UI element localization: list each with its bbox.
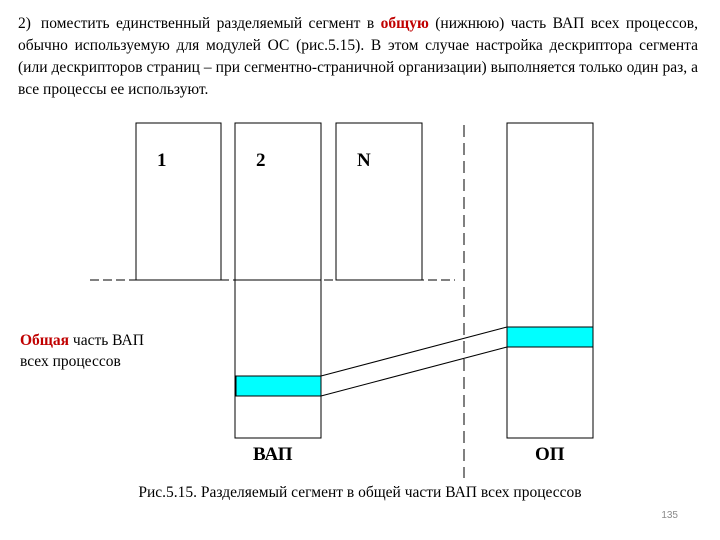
paragraph-text-end: (нижнюю) часть ВАП всех процессов, обычно используемую для модулей ОС (рис.5.15). В этом случае настройка дескриптора сегмента (или дескрипторов страниц – при сегментно-страничной организации) выполняется только один раз, а все процессы ее используют. xyxy=(18,15,698,98)
shared-vas-area xyxy=(235,280,321,438)
vas-label: ВАП xyxy=(253,444,293,465)
process-box-2 xyxy=(235,123,321,280)
process-label-n: N xyxy=(357,150,371,171)
ram-box xyxy=(507,123,593,438)
process-label-2: 2 xyxy=(256,150,266,171)
process-label-1: 1 xyxy=(157,150,167,171)
figure-caption: Рис.5.15. Разделяемый сегмент в общей части ВАП всех процессов xyxy=(138,484,582,501)
paragraph-text-start: поместить единственный разделяемый сегмент в xyxy=(40,15,381,32)
process-box-n xyxy=(336,123,422,280)
ram-label: ОП xyxy=(535,444,565,465)
shared-caption-text: часть ВАП всех процессов xyxy=(20,332,144,370)
mapping-line-top xyxy=(321,327,507,376)
page-number: 135 xyxy=(661,510,678,521)
paragraph-highlight: общую xyxy=(380,15,429,32)
shared-part-caption xyxy=(20,330,160,372)
shared-caption-highlight: Общая xyxy=(20,332,70,349)
mapping-line-bottom xyxy=(321,347,507,396)
shared-segment-ram xyxy=(507,327,593,347)
item-number: 2) xyxy=(18,15,31,32)
process-box-1 xyxy=(136,123,221,280)
shared-segment-vas xyxy=(236,376,321,396)
